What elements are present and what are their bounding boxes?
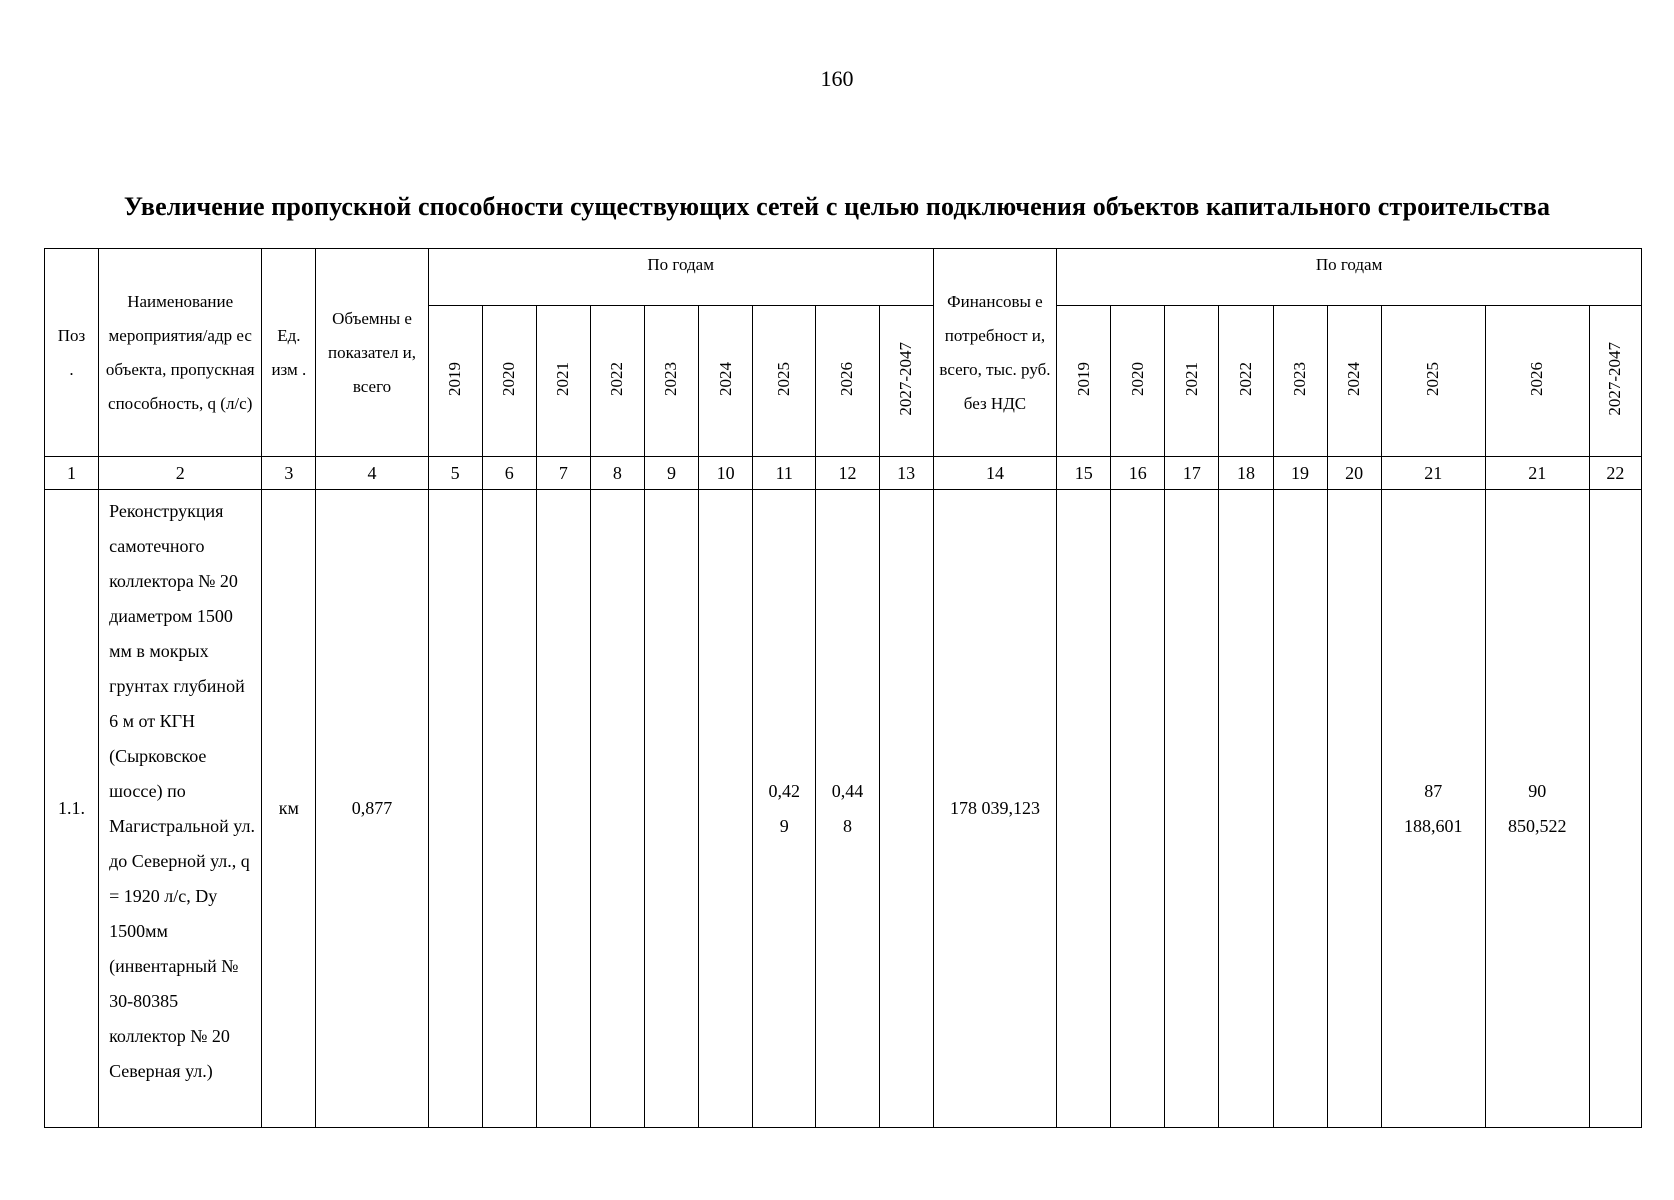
column-number: 21 bbox=[1381, 457, 1485, 490]
column-number: 10 bbox=[699, 457, 753, 490]
row-vol-2026: 0,44 8 bbox=[816, 490, 879, 1128]
column-number: 6 bbox=[482, 457, 536, 490]
column-number: 14 bbox=[933, 457, 1056, 490]
row-fin-2021 bbox=[1165, 490, 1219, 1128]
header-year-vol-2019: 2019 bbox=[428, 306, 482, 457]
row-volume-total: 0,877 bbox=[316, 490, 428, 1128]
row-fin-2026: 90 850,522 bbox=[1485, 490, 1589, 1128]
column-number: 5 bbox=[428, 457, 482, 490]
table-row bbox=[45, 490, 1642, 1128]
header-pos: Поз . bbox=[45, 249, 99, 457]
header-by-years-volume: По годам bbox=[428, 249, 933, 306]
document-title: Увеличение пропускной способности существующих сетей с целью подключения объектов капитального строительства bbox=[123, 192, 1551, 221]
column-number: 3 bbox=[262, 457, 316, 490]
row-vol-2027-2047 bbox=[879, 490, 933, 1128]
column-number: 11 bbox=[753, 457, 816, 490]
header-year-fin-2021: 2021 bbox=[1165, 306, 1219, 457]
row-pos: 1.1. bbox=[45, 490, 99, 1128]
column-number: 12 bbox=[816, 457, 879, 490]
row-name: Реконструкция самотечного коллектора № 20 диаметром 1500 мм в мокрых грунтах глубиной 6 м от КГН (Сырковское шоссе) по Магистральной ул. до Северной ул., q = 1920 л/с, Dy 1500мм (инвентарный № 30-80385 коллектор № 20 Северная ул.) bbox=[99, 490, 262, 1128]
header-year-fin-2023: 2023 bbox=[1273, 306, 1327, 457]
row-fin-2027-2047 bbox=[1589, 490, 1641, 1128]
header-year-vol-2026: 2026 bbox=[816, 306, 879, 457]
column-number: 4 bbox=[316, 457, 428, 490]
column-number: 18 bbox=[1219, 457, 1273, 490]
row-fin-2024 bbox=[1327, 490, 1381, 1128]
row-fin-2020 bbox=[1111, 490, 1165, 1128]
header-year-vol-2020: 2020 bbox=[482, 306, 536, 457]
row-vol-2025: 0,42 9 bbox=[753, 490, 816, 1128]
header-year-fin-2022: 2022 bbox=[1219, 306, 1273, 457]
row-fin-2022 bbox=[1219, 490, 1273, 1128]
row-vol-2021 bbox=[536, 490, 590, 1128]
header-year-vol-2024: 2024 bbox=[699, 306, 753, 457]
column-number: 22 bbox=[1589, 457, 1641, 490]
header-row-top bbox=[45, 249, 1642, 306]
row-fin-2019 bbox=[1057, 490, 1111, 1128]
header-unit: Ед. изм . bbox=[262, 249, 316, 457]
column-number: 9 bbox=[644, 457, 698, 490]
header-year-fin-2025: 2025 bbox=[1381, 306, 1485, 457]
header-finance: Финансовы е потребност и, всего, тыс. руб. без НДС bbox=[933, 249, 1056, 457]
page-number: 160 bbox=[820, 66, 854, 91]
row-vol-2020 bbox=[482, 490, 536, 1128]
column-number: 8 bbox=[590, 457, 644, 490]
header-year-vol-2027-2047: 2027-2047 bbox=[879, 306, 933, 457]
column-number: 17 bbox=[1165, 457, 1219, 490]
column-number: 20 bbox=[1327, 457, 1381, 490]
column-number-row bbox=[45, 457, 1642, 490]
row-vol-2019 bbox=[428, 490, 482, 1128]
header-year-fin-2020: 2020 bbox=[1111, 306, 1165, 457]
header-year-vol-2021: 2021 bbox=[536, 306, 590, 457]
column-number: 2 bbox=[99, 457, 262, 490]
column-number: 13 bbox=[879, 457, 933, 490]
header-year-vol-2023: 2023 bbox=[644, 306, 698, 457]
row-vol-2022 bbox=[590, 490, 644, 1128]
row-vol-2024 bbox=[699, 490, 753, 1128]
header-year-fin-2019: 2019 bbox=[1057, 306, 1111, 457]
column-number: 16 bbox=[1111, 457, 1165, 490]
column-number: 1 bbox=[45, 457, 99, 490]
row-unit: км bbox=[262, 490, 316, 1128]
header-year-fin-2024: 2024 bbox=[1327, 306, 1381, 457]
header-year-vol-2022: 2022 bbox=[590, 306, 644, 457]
header-volume: Объемны е показател и, всего bbox=[316, 249, 428, 457]
row-fin-2025: 87 188,601 bbox=[1381, 490, 1485, 1128]
column-number: 21 bbox=[1485, 457, 1589, 490]
column-number: 19 bbox=[1273, 457, 1327, 490]
column-number: 7 bbox=[536, 457, 590, 490]
row-vol-2023 bbox=[644, 490, 698, 1128]
header-year-fin-2027-2047: 2027-2047 bbox=[1589, 306, 1641, 457]
header-by-years-finance: По годам bbox=[1057, 249, 1642, 306]
row-fin-2023 bbox=[1273, 490, 1327, 1128]
header-year-fin-2026: 2026 bbox=[1485, 306, 1589, 457]
column-number: 15 bbox=[1057, 457, 1111, 490]
header-name: Наименование мероприятия/адр ес объекта, пропускная способность, q (л/с) bbox=[99, 249, 262, 457]
header-year-vol-2025: 2025 bbox=[753, 306, 816, 457]
investment-table bbox=[44, 248, 1642, 1128]
row-finance-total: 178 039,123 bbox=[933, 490, 1056, 1128]
